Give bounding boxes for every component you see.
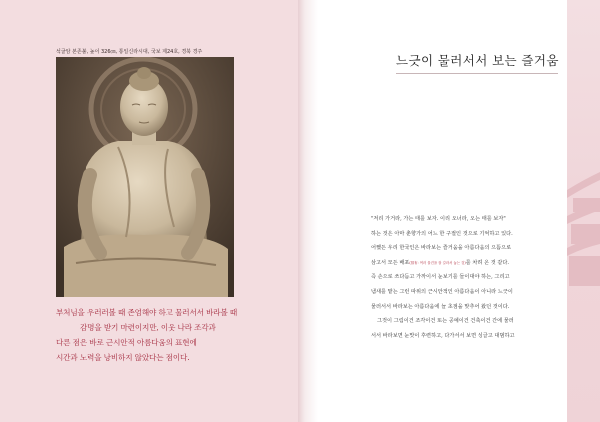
inline-note: (排布: 여러 물건을 잘 갈라서 놓는 것) xyxy=(409,260,466,265)
right-page xyxy=(318,0,600,422)
quote-line: 부처님을 우러러볼 때 존엄해야 하고 물러서서 바라볼 때 xyxy=(56,308,238,317)
body-line-start: 삼고서 모든 배포 xyxy=(371,259,410,266)
body-line: 그것이 그림이건 조각이건 또는 공예이건 건축이건 간에 물러 xyxy=(377,318,514,325)
photo-caption: 석굴암 본존불, 높이 326㎝, 통일신라시대, 국보 제24호, 경북 경주 xyxy=(56,49,203,55)
left-page xyxy=(0,0,298,422)
body-text xyxy=(371,212,575,343)
body-line: 하는 것은 아마 춘향가의 어느 한 구절인 것으로 기억하고 있다. xyxy=(371,230,513,237)
pagoda-roof-icon xyxy=(567,150,600,290)
quote-line: 다른 점은 바로 근시안적 아름다움의 표현에 xyxy=(56,338,197,347)
pull-quote xyxy=(56,305,268,365)
body-line: 물러서서 바라보는 아름다움에 늘 초점을 맞추어 왔던 것이다. xyxy=(371,303,510,310)
book-gutter xyxy=(298,0,318,422)
body-line: 서서 바라보면 눈맛이 후련하고, 다가서서 보면 싱글고 대범하고 xyxy=(371,332,515,339)
body-line: 어쨌든 우리 한국인은 바라보는 즐거움을 아름다움의 으뜸으로 xyxy=(371,245,512,252)
body-line: 냄새를 맡는 그런 따위의 근시안적인 아름다움이 아니라 느긋이 xyxy=(371,288,513,295)
title-divider xyxy=(396,73,558,74)
buddha-statue-photo xyxy=(56,57,234,297)
section-title: 느긋이 물러서서 보는 즐거움 xyxy=(396,53,559,68)
body-line: "저리 가거라, 가는 태를 보자. 이리 오너라, 오는 태를 보자" xyxy=(371,216,506,222)
body-line-end: 를 차려 온 것 같다. xyxy=(465,259,510,266)
body-line: 즉 손으로 쓰다듬고 가까이서 눈보기를 들이대야 하는, 그리고 xyxy=(371,274,510,281)
quote-line: 감명을 받기 마련이지만, 이웃 나라 조각과 xyxy=(80,323,216,332)
quote-line: 시간과 노력을 낭비하지 않았다는 점이다. xyxy=(56,353,190,362)
side-color-strip xyxy=(567,0,600,422)
body-line xyxy=(371,256,575,271)
